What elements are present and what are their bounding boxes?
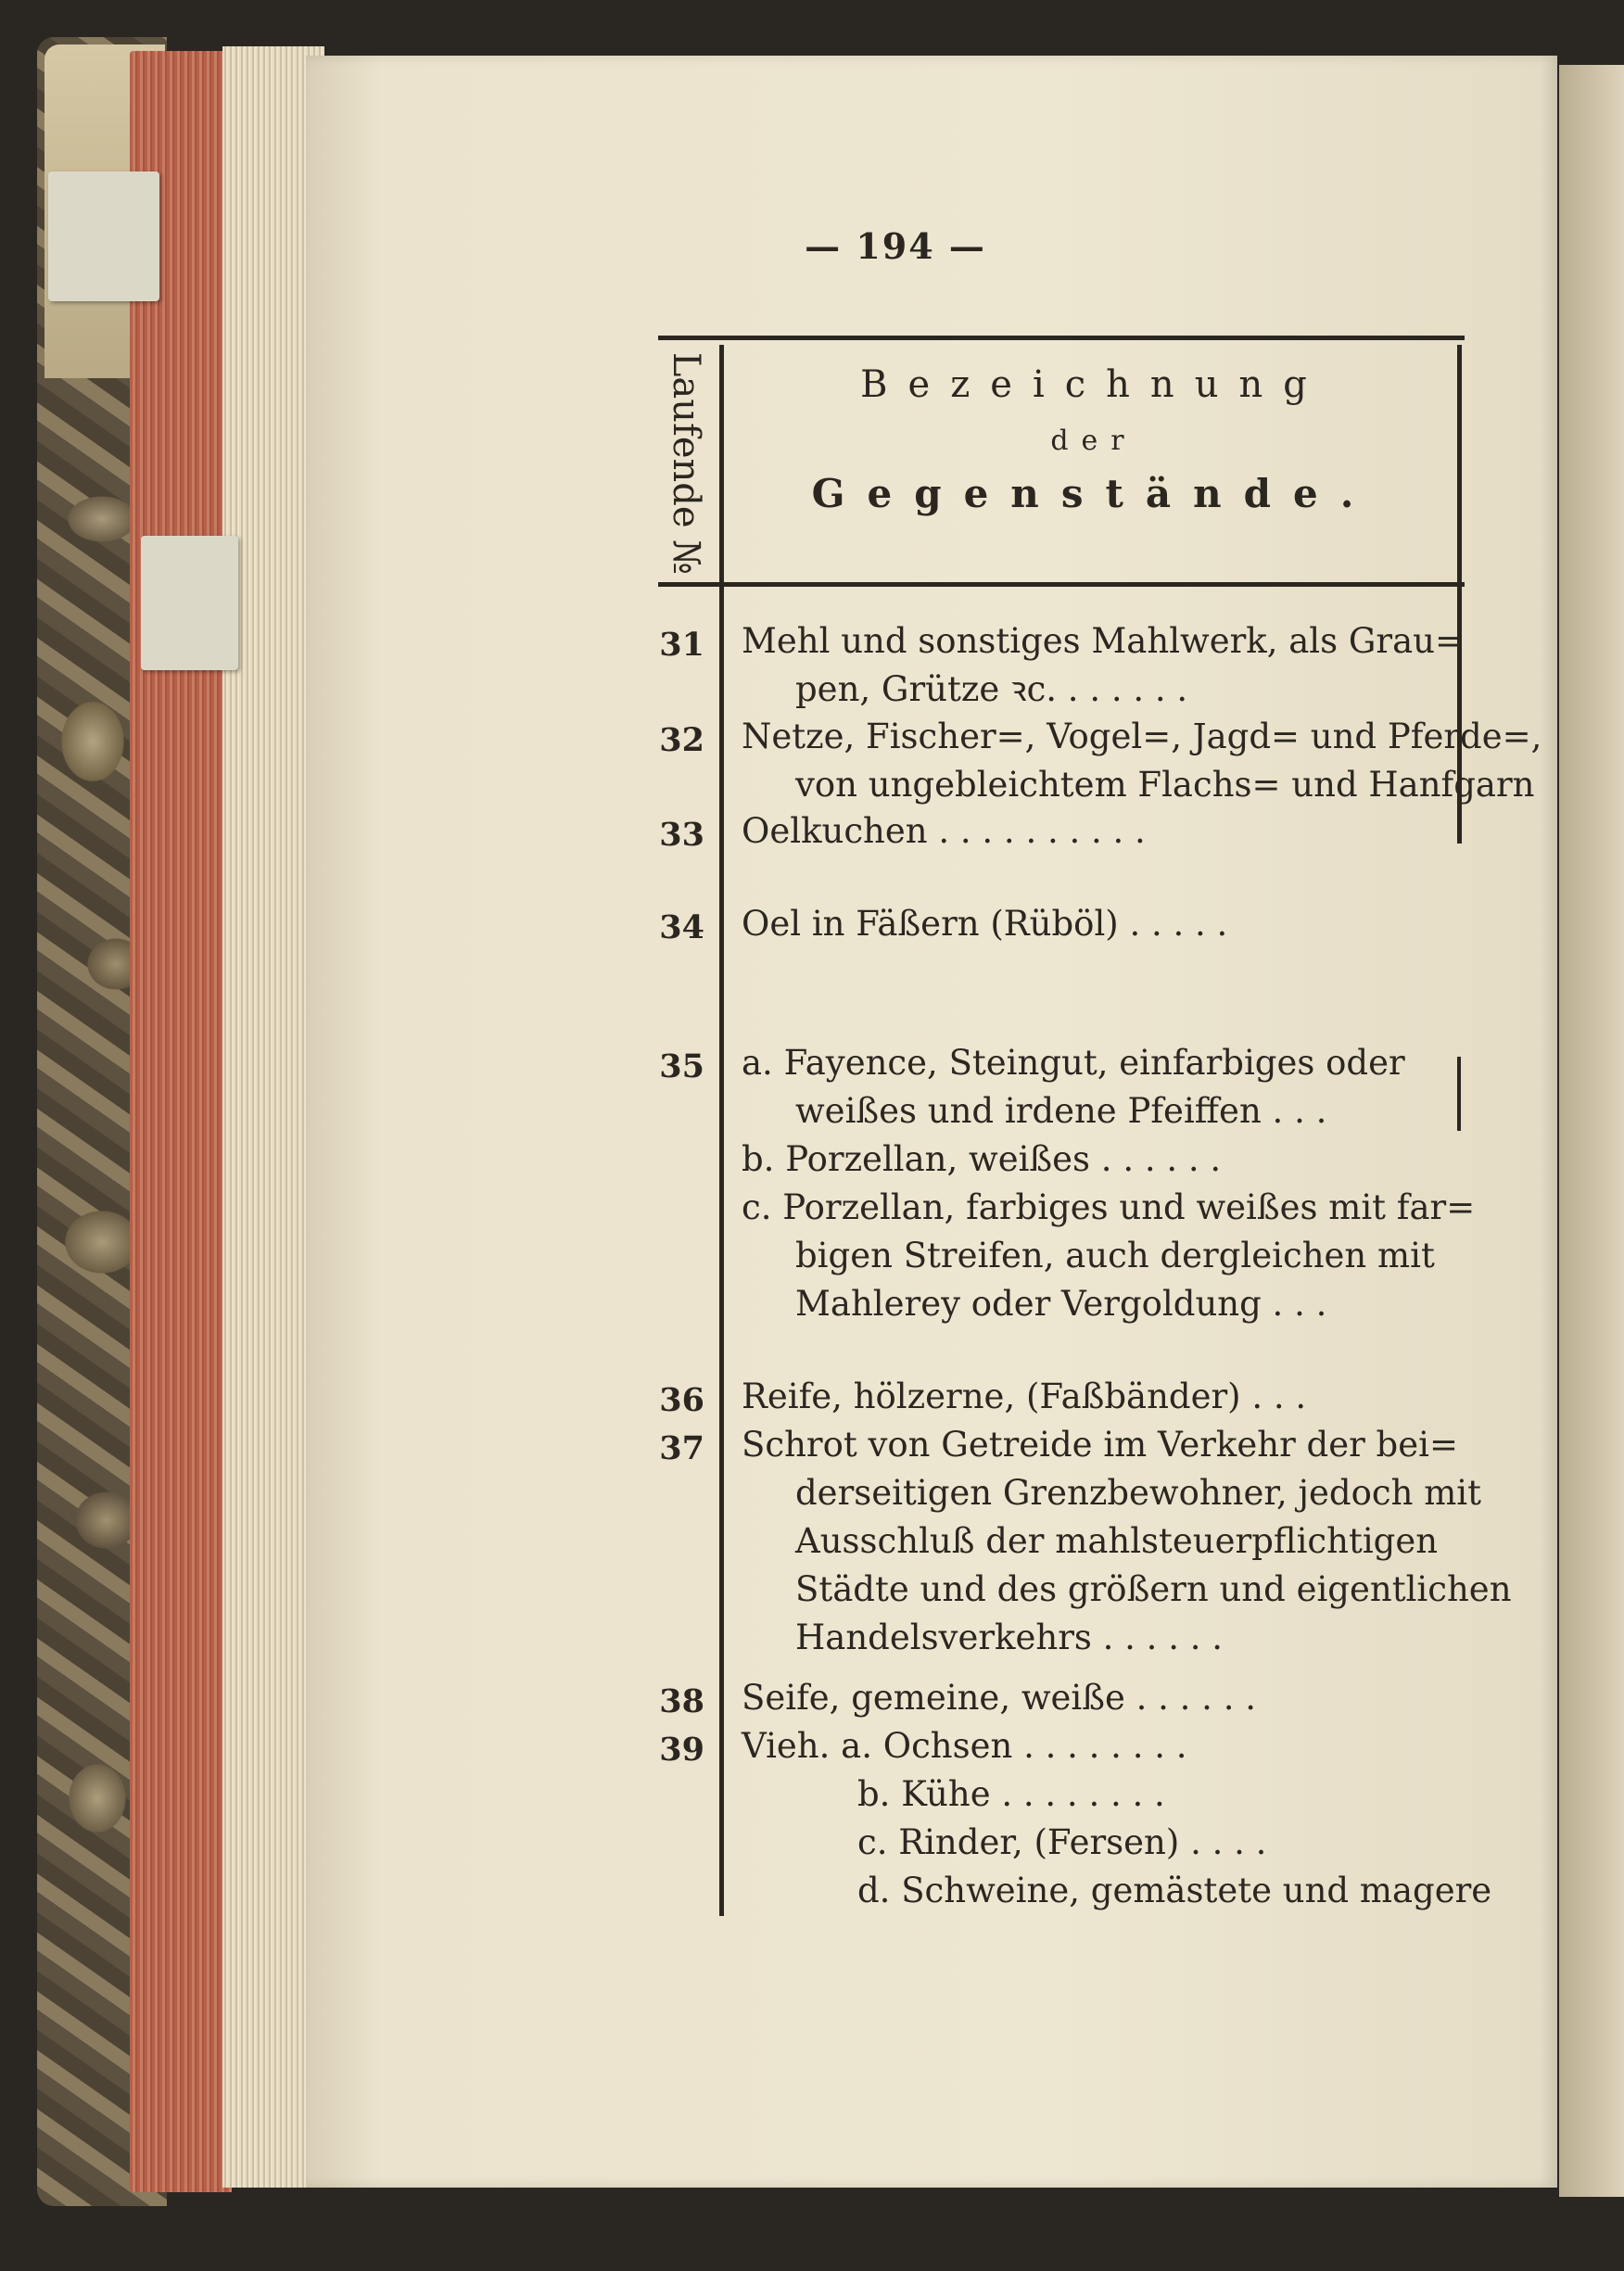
entry-text-line: b. Porzellan, weißes . . . . . .	[742, 1139, 1222, 1179]
page-number: — 194 —	[805, 225, 986, 267]
table-column-rule	[719, 345, 724, 1916]
entry-text-line: Seife, gemeine, weiße . . . . . .	[742, 1678, 1256, 1718]
page-edges-red	[130, 51, 232, 2192]
entry-text-line: Oelkuchen . . . . . . . . . .	[742, 811, 1146, 851]
entry-number: 36	[659, 1381, 704, 1419]
entry-text-line: Ausschluß der mahlsteuerpflichtigen	[795, 1521, 1439, 1561]
entry-text-line: d. Schweine, gemästete und magere	[857, 1871, 1492, 1910]
number-column-header	[658, 345, 714, 582]
entry-number: 34	[659, 908, 704, 946]
entry-text-line: c. Porzellan, farbiges und weißes mit far=	[742, 1187, 1476, 1227]
entry-text-line: Handelsverkehrs . . . . . .	[795, 1618, 1224, 1657]
entry-text-line: bigen Streifen, auch dergleichen mit	[795, 1236, 1435, 1275]
entry-number: 33	[659, 816, 704, 854]
entry-number: 39	[659, 1731, 704, 1769]
bookmark-tab-middle	[141, 536, 238, 670]
entry-text-line: Städte und des größern und eigentlichen	[795, 1569, 1512, 1609]
entry-number: 32	[659, 721, 704, 759]
facing-page-edge	[1559, 65, 1624, 2197]
entry-text-line: b. Kühe . . . . . . . .	[857, 1774, 1165, 1814]
entry-text-line: Vieh. a. Ochsen . . . . . . . .	[742, 1726, 1187, 1766]
entry-text-line: Oel in Fäßern (Rüböl) . . . . .	[742, 904, 1228, 944]
entry-text-line: a. Fayence, Steingut, einfarbiges oder	[742, 1043, 1405, 1083]
header-title-line-2: der	[1050, 425, 1137, 457]
header-title-line-1: Bezeichnung	[860, 363, 1327, 406]
table-top-rule	[658, 336, 1465, 340]
entry-text-line: Mahlerey oder Vergoldung . . .	[795, 1284, 1327, 1324]
entry-number: 38	[659, 1682, 704, 1720]
table-right-rule-lower	[1457, 1057, 1461, 1131]
number-column-header-text: Laufende №	[665, 351, 708, 576]
entry-text-line: derseitigen Grenzbewohner, jedoch mit	[795, 1473, 1481, 1513]
entry-text-line: Schrot von Getreide im Verkehr der bei=	[742, 1425, 1458, 1465]
entry-text-line: Reife, hölzerne, (Faßbänder) . . .	[742, 1377, 1307, 1416]
entry-number: 37	[659, 1429, 704, 1467]
table-header-rule	[658, 582, 1465, 587]
entry-text-line: von ungebleichtem Flachs= und Hanfgarn	[795, 765, 1535, 805]
entry-number: 35	[659, 1047, 704, 1085]
entry-text-line: c. Rinder, (Fersen) . . . .	[857, 1822, 1267, 1862]
entry-text-line: Netze, Fischer=, Vogel=, Jagd= und Pferde=,	[742, 717, 1542, 756]
header-title-line-3: Gegenstände.	[811, 471, 1377, 516]
entry-text-line: pen, Grütze ꝛc. . . . . . .	[795, 669, 1188, 709]
entry-text-line: Mehl und sonstiges Mahlwerk, als Grau=	[742, 621, 1465, 661]
entry-number: 31	[659, 626, 704, 664]
entry-text-line: weißes und irdene Pfeiffen . . .	[795, 1091, 1327, 1131]
